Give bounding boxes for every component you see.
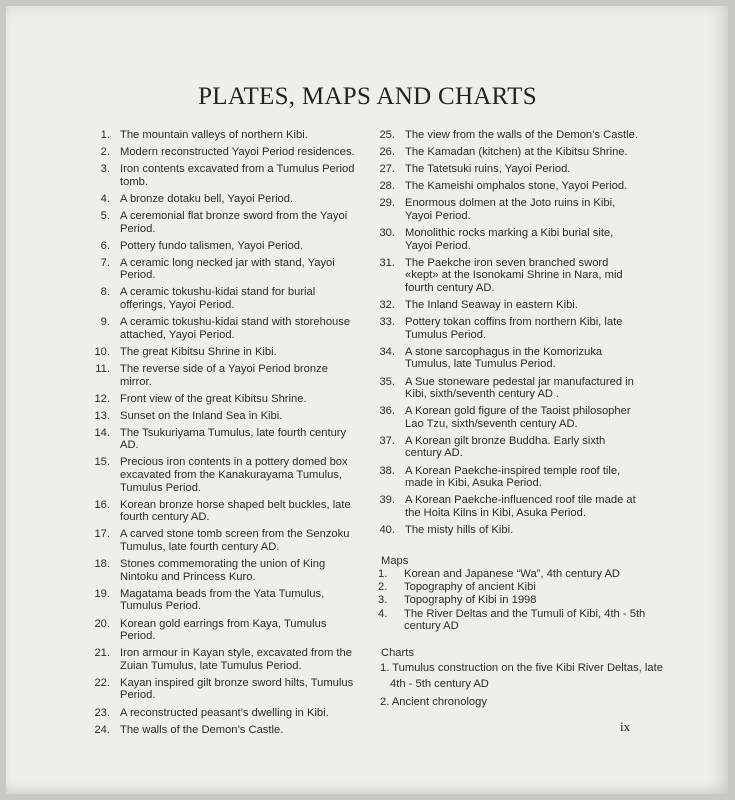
list-item <box>86 499 361 524</box>
item-number: 17. <box>94 528 110 541</box>
list-item <box>380 660 670 692</box>
item-text: The great Kibitsu Shrine in Kibi. <box>120 345 277 358</box>
item-text: A Sue stoneware pedestal jar manufactured in Kibi, sixth/seventh century AD . <box>405 375 634 401</box>
item-text: A Korean Paekche-inspired temple roof tile, made in Kibi, Asuka Period. <box>405 464 621 490</box>
item-number: 28. <box>379 180 395 193</box>
item-text: The Inland Seaway in eastern Kibi. <box>405 299 578 312</box>
item-number: 33. <box>379 316 395 329</box>
item-number: 4. <box>100 192 110 205</box>
item-text: Modern reconstructed Yayoi Period residences. <box>120 146 355 159</box>
list-item <box>371 346 641 371</box>
list-item <box>378 581 678 594</box>
item-number: 14. <box>94 426 110 439</box>
list-item <box>86 618 361 643</box>
item-number: 25. <box>379 129 395 141</box>
list-item <box>371 435 641 460</box>
list-item <box>86 588 361 613</box>
item-text: A Korean Paekche-influenced roof tile made at the Hoita Kilns in Kibi, Asuka Period. <box>405 494 636 519</box>
item-text: Monolithic rocks marking a Kibi burial site, Yayoi Period. <box>405 227 614 252</box>
item-number: 3. <box>100 163 110 176</box>
item-text: Precious iron contents in a pottery domed box excavated from the Kanakurayama Tumulus, Tumulus Period. <box>120 456 348 494</box>
list-item <box>371 299 641 312</box>
list-item <box>371 180 641 193</box>
list-item <box>86 707 361 720</box>
item-text: The mountain valleys of northern Kibi. <box>120 129 308 141</box>
item-text: Topography of Kibi in 1998 <box>404 594 537 607</box>
item-number: 18. <box>94 558 110 571</box>
item-number: 11. <box>95 362 110 375</box>
item-number: 36. <box>379 405 395 418</box>
item-text: The walls of the Demon’s Castle. <box>120 723 284 736</box>
item-number: 3. <box>378 594 388 607</box>
item-text: The Paekche iron seven branched sword «kept» at the Isonokami Shrine in Nara, mid fourth century AD. <box>405 256 623 294</box>
item-text: Enormous dolmen at the Joto ruins in Kibi, Yayoi Period. <box>405 197 616 222</box>
list-item <box>371 524 641 537</box>
item-number: 38. <box>379 464 395 477</box>
list-item <box>86 456 361 494</box>
item-number: 15. <box>94 456 110 469</box>
list-item <box>86 410 361 423</box>
plates-list-right <box>371 129 641 541</box>
item-number: 39. <box>379 494 395 507</box>
item-text: A ceramic tokushu-kidai stand for burial offerings, Yayoi Period. <box>120 286 316 312</box>
page-title: PLATES, MAPS AND CHARTS <box>198 83 537 110</box>
item-text: Sunset on the Inland Sea in Kibi. <box>120 409 283 422</box>
item-text: Kayan inspired gilt bronze sword hilts, Tumulus Period. <box>120 676 354 702</box>
item-text: The River Deltas and the Tumuli of Kibi, 4th - 5th century AD <box>404 607 646 633</box>
item-number: 21. <box>94 647 110 660</box>
item-number: 10. <box>94 345 110 358</box>
item-number: 31. <box>379 256 395 269</box>
item-text: 2. Ancient chronology <box>380 696 487 708</box>
item-number: 40. <box>379 523 395 536</box>
list-item <box>86 210 361 235</box>
item-number: 29. <box>379 197 395 210</box>
item-number: 34. <box>379 345 395 358</box>
item-text: The misty hills of Kibi. <box>405 523 514 536</box>
list-item <box>86 129 361 142</box>
page-number: ix <box>620 719 631 734</box>
maps-list <box>378 568 678 633</box>
item-number: 2. <box>100 146 110 159</box>
item-number: 22. <box>94 676 110 689</box>
list-item <box>86 724 361 737</box>
item-text: The Kamadan (kitchen) at the Kibitsu Shrine. <box>405 146 628 159</box>
list-item <box>86 193 361 206</box>
item-number: 9. <box>100 316 110 329</box>
item-number: 12. <box>94 392 110 405</box>
item-text: A stone sarcophagus in the Komorizuka Tumulus, late Tumulus Period. <box>405 345 603 371</box>
list-item <box>86 286 361 311</box>
list-item <box>86 393 361 406</box>
list-item <box>86 163 361 188</box>
charts-heading: Charts <box>381 647 414 659</box>
item-number: 2. <box>378 581 388 594</box>
list-item <box>371 227 641 252</box>
item-text: The Tatetsuki ruins, Yayoi Period. <box>405 163 571 176</box>
maps-heading: Maps <box>381 555 409 567</box>
item-number: 8. <box>100 286 110 299</box>
list-item <box>371 146 641 159</box>
list-item <box>86 316 361 341</box>
list-item <box>371 129 641 142</box>
list-item <box>371 257 641 295</box>
list-item <box>86 146 361 159</box>
item-number: 32. <box>379 299 395 312</box>
list-item <box>86 346 361 359</box>
list-item <box>86 647 361 672</box>
item-text: Pottery tokan coffins from northern Kibi, late Tumulus Period. <box>405 316 623 341</box>
item-number: 1. <box>100 129 110 141</box>
item-text: 1. Tumulus construction on the five Kibi River Deltas, late 4th - 5th century AD <box>380 662 663 690</box>
item-text: Iron armour in Kayan style, excavated from the Zuian Tumulus, late Tumulus Period. <box>120 647 352 672</box>
charts-list <box>380 660 670 712</box>
item-number: 20. <box>94 617 110 630</box>
item-number: 4. <box>378 607 388 620</box>
item-text: The view from the walls of the Demon’s Castle. <box>405 129 638 141</box>
list-item <box>378 594 678 607</box>
item-number: 16. <box>94 498 110 511</box>
item-text: Korean and Japanese “Wa”, 4th century AD <box>404 568 620 580</box>
item-number: 23. <box>94 706 110 719</box>
item-text: A bronze dotaku bell, Yayoi Period. <box>120 192 294 205</box>
item-number: 27. <box>379 163 395 176</box>
item-text: Pottery fundo talismen, Yayoi Period. <box>120 239 304 252</box>
list-item <box>86 528 361 553</box>
list-item <box>86 240 361 253</box>
item-text: Korean gold earrings from Kaya, Tumulus Period. <box>120 617 327 643</box>
list-item <box>86 257 361 282</box>
list-item <box>86 427 361 452</box>
list-item <box>371 405 641 430</box>
item-text: A carved stone tomb screen from the Senzoku Tumulus, late fourth century AD. <box>120 528 350 554</box>
list-item <box>378 608 678 633</box>
item-text: The Kameishi omphalos stone, Yayoi Period. <box>405 180 628 193</box>
item-number: 1. <box>378 568 388 580</box>
list-item <box>86 363 361 388</box>
item-number: 37. <box>379 434 395 447</box>
item-text: The Tsukuriyama Tumulus, late fourth century AD. <box>120 426 347 452</box>
list-item <box>371 197 641 222</box>
item-text: A ceramic long necked jar with stand, Yayoi Period. <box>120 256 335 282</box>
list-item <box>86 677 361 702</box>
item-text: Korean bronze horse shaped belt buckles, late fourth century AD. <box>120 498 351 524</box>
item-number: 30. <box>379 227 395 240</box>
item-text: A Korean gilt bronze Buddha. Early sixth century AD. <box>405 434 606 460</box>
item-text: Iron contents excavated from a Tumulus Period tomb. <box>120 163 355 188</box>
item-text: A reconstructed peasant’s dwelling in Kibi. <box>120 706 329 719</box>
item-text: The reverse side of a Yayoi Period bronze mirror. <box>120 362 328 388</box>
item-number: 5. <box>100 209 110 222</box>
item-number: 7. <box>100 256 110 269</box>
list-item <box>371 465 641 490</box>
plates-list-left <box>86 129 361 741</box>
item-number: 19. <box>94 587 110 600</box>
list-item <box>378 568 678 581</box>
item-number: 26. <box>379 146 395 159</box>
item-number: 35. <box>379 375 395 388</box>
item-text: Topography of ancient Kibi <box>404 581 536 594</box>
list-item <box>371 316 641 341</box>
item-number: 13. <box>94 409 110 422</box>
item-number: 6. <box>100 239 110 252</box>
list-item <box>371 163 641 176</box>
item-text: Stones commemorating the union of King Nintoku and Princess Kuro. <box>120 558 326 583</box>
list-item <box>380 694 670 710</box>
list-item <box>86 558 361 583</box>
item-text: A ceramic tokushu-kidai stand with storehouse attached, Yayoi Period. <box>120 316 351 341</box>
item-text: A Korean gold figure of the Taoist philosopher Lao Tzu, sixth/seventh century AD. <box>405 405 631 430</box>
list-item <box>371 494 641 519</box>
item-text: A ceremonial flat bronze sword from the Yayoi Period. <box>120 209 348 235</box>
item-number: 24. <box>94 723 110 736</box>
item-text: Front view of the great Kibitsu Shrine. <box>120 392 307 405</box>
list-item <box>371 376 641 401</box>
item-text: Magatama beads from the Yata Tumulus, Tumulus Period. <box>120 587 325 613</box>
